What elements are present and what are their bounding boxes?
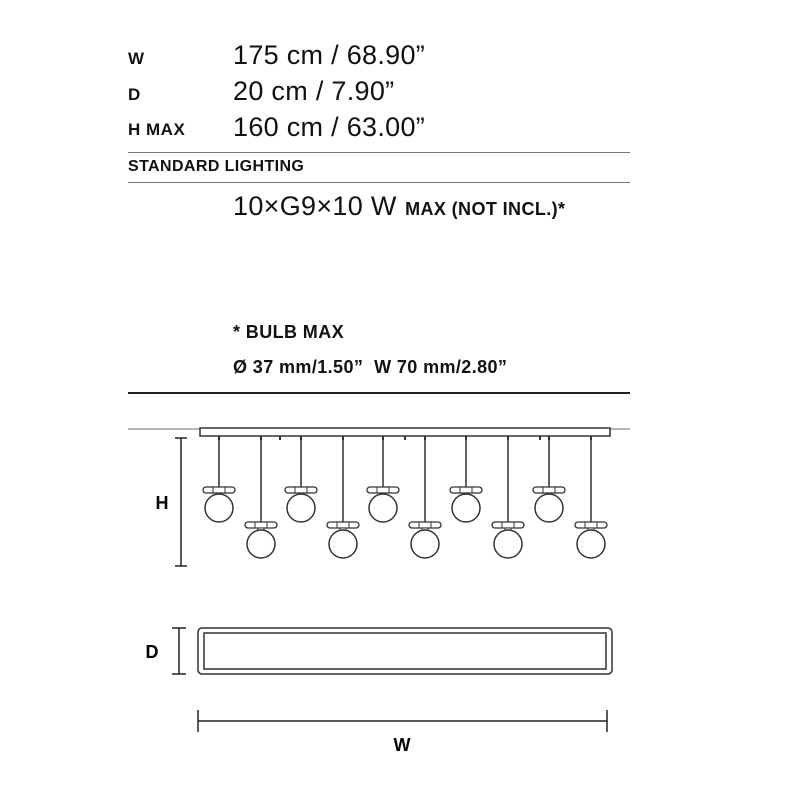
pendant-holder [492,522,524,528]
pendant-holder [327,522,359,528]
pendant-holder [533,487,565,493]
lighting-suffix: MAX (NOT INCL.)* [405,199,566,219]
pendant-globe [452,494,480,522]
spec-label-d: D [128,85,141,104]
pendant-globe [205,494,233,522]
w-dim-label: W [393,735,411,755]
pendant-group [203,436,607,558]
d-dim-label: D [145,642,159,662]
pendant-holder [409,522,441,528]
spec-label-h-max: H MAX [128,120,186,139]
bulb-note-title: * BULB MAX [233,322,344,342]
pendant-globe [494,530,522,558]
pendant-holder [450,487,482,493]
lighting-main: 10×G9×10 W [233,191,397,221]
pendant-globe [247,530,275,558]
pendant-holder [245,522,277,528]
spec-value-w: 175 cm / 68.90” [233,40,426,70]
section-title: STANDARD LIGHTING [128,158,305,175]
pendant-globe [411,530,439,558]
pendant-globe [369,494,397,522]
pendant-holder [285,487,317,493]
bulb-note-dims: Ø 37 mm/1.50” W 70 mm/2.80” [233,357,508,377]
pendant-globe [535,494,563,522]
top-view-inner [204,633,606,669]
canopy-bar [200,428,610,436]
pendant-globe [329,530,357,558]
pendant-globe [287,494,315,522]
spec-label-w: W [128,49,145,68]
spec-value-h-max: 160 cm / 63.00” [233,112,426,142]
spec-value-d: 20 cm / 7.90” [233,76,395,106]
pendant-holder [367,487,399,493]
pendant-holder [203,487,235,493]
pendant-globe [577,530,605,558]
h-dim-label: H [155,493,169,513]
pendant-holder [575,522,607,528]
